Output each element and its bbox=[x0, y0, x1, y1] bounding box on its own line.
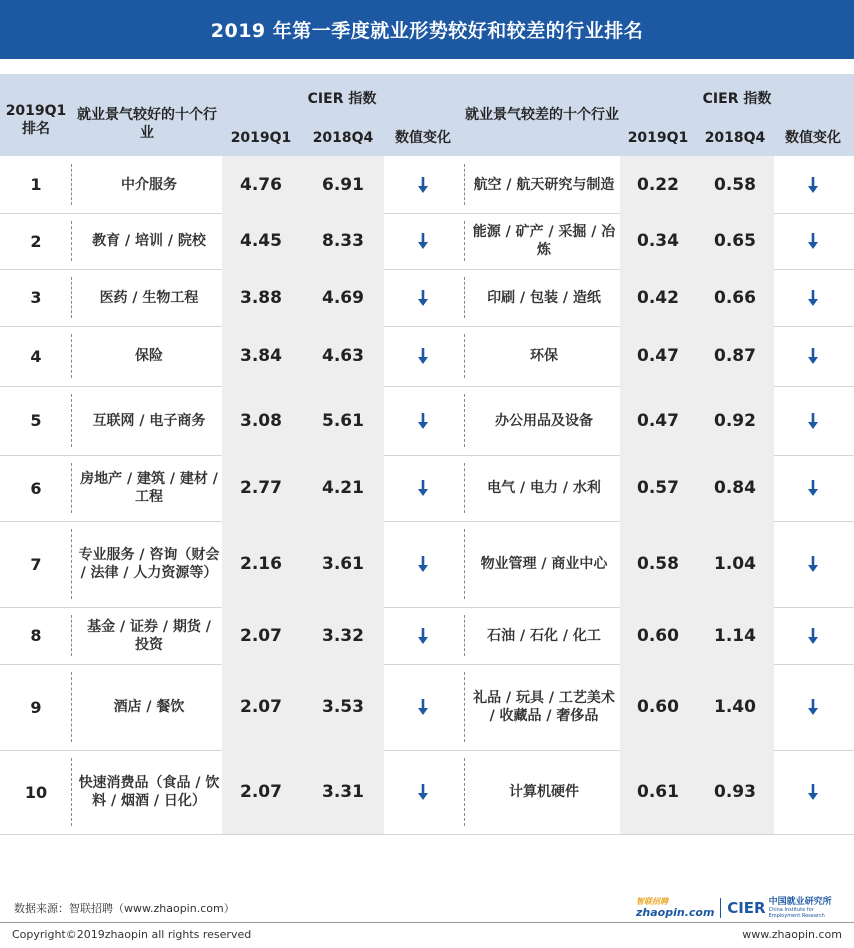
good-q4-value: 3.31 bbox=[322, 782, 364, 802]
bad-q1-value: 0.58 bbox=[637, 554, 679, 574]
bad-q1-value: 0.47 bbox=[637, 346, 679, 366]
arrow-down-icon bbox=[774, 521, 852, 607]
good-industry-cell: 房地产 / 建筑 / 建材 / 工程 bbox=[80, 471, 218, 505]
arrow-down-icon bbox=[384, 386, 462, 455]
good-industry-cell: 保险 bbox=[135, 348, 163, 364]
rank-cell: 10 bbox=[24, 782, 48, 802]
arrow-down-icon bbox=[384, 326, 462, 386]
logo-separator bbox=[720, 898, 721, 918]
header-q4-right: 2018Q4 bbox=[704, 130, 766, 146]
bad-q4-value: 0.93 bbox=[714, 782, 756, 802]
header-q1-left: 2019Q1 bbox=[230, 130, 292, 146]
arrow-down-icon bbox=[774, 664, 852, 750]
bad-industry-cell: 石油 / 石化 / 化工 bbox=[487, 627, 601, 644]
bad-q1-value: 0.34 bbox=[637, 231, 679, 251]
table-row bbox=[0, 386, 854, 456]
bad-q4-value: 0.58 bbox=[714, 174, 756, 195]
footer-divider bbox=[0, 922, 854, 923]
data-source: 数据来源：智联招聘（www.zhaopin.com） bbox=[14, 902, 235, 915]
good-q1-value: 3.88 bbox=[240, 287, 282, 308]
table-row bbox=[0, 664, 854, 751]
header-q1-right: 2019Q1 bbox=[627, 130, 689, 146]
logos bbox=[636, 896, 846, 920]
good-industry-cell: 酒店 / 餐饮 bbox=[113, 699, 185, 715]
good-industry-cell: 快速消费品（食品 / 饮料 / 烟酒 / 日化） bbox=[78, 775, 220, 809]
arrow-down-icon bbox=[774, 156, 852, 213]
header-cier-right: CIER 指数 bbox=[702, 91, 772, 107]
good-q1-value: 2.07 bbox=[240, 697, 282, 717]
zhaopin-logo: 智联招聘 zhaopin.com bbox=[636, 896, 715, 919]
table-row bbox=[0, 156, 854, 214]
table-row bbox=[0, 455, 854, 522]
bad-industry-cell: 印刷 / 包装 / 造纸 bbox=[487, 289, 601, 306]
table-header bbox=[0, 74, 854, 156]
table-row bbox=[0, 521, 854, 608]
rank-cell: 7 bbox=[30, 554, 42, 574]
bad-industry-cell: 环保 bbox=[530, 348, 558, 364]
bad-q4-value: 0.87 bbox=[714, 346, 756, 366]
header-change-left: 数值变化 bbox=[395, 130, 451, 146]
good-q1-value: 4.76 bbox=[240, 174, 282, 195]
table-row bbox=[0, 607, 854, 665]
bad-industry-cell: 电气 / 电力 / 水利 bbox=[487, 480, 601, 496]
footer-url: www.zhaopin.com bbox=[742, 928, 842, 941]
rank-cell: 9 bbox=[30, 697, 42, 717]
bad-q4-value: 1.04 bbox=[714, 554, 756, 574]
good-industry-cell: 医药 / 生物工程 bbox=[99, 289, 199, 306]
rank-cell: 3 bbox=[30, 288, 42, 307]
bad-industry-cell: 办公用品及设备 bbox=[495, 412, 593, 429]
arrow-down-icon bbox=[384, 607, 462, 664]
good-q4-value: 6.91 bbox=[322, 174, 364, 195]
good-q4-value: 5.61 bbox=[322, 410, 364, 431]
good-q1-value: 3.84 bbox=[240, 346, 282, 366]
good-q4-value: 3.53 bbox=[322, 697, 364, 717]
rank-cell: 1 bbox=[30, 175, 42, 194]
table-row bbox=[0, 750, 854, 835]
arrow-down-icon bbox=[384, 521, 462, 607]
bad-q4-value: 0.66 bbox=[714, 287, 756, 308]
good-q4-value: 4.69 bbox=[322, 287, 364, 308]
arrow-down-icon bbox=[384, 664, 462, 750]
bad-q1-value: 0.60 bbox=[637, 697, 679, 717]
table-row bbox=[0, 269, 854, 327]
bad-q4-value: 1.40 bbox=[714, 697, 756, 717]
bad-q1-value: 0.57 bbox=[637, 478, 679, 498]
arrow-down-icon bbox=[384, 455, 462, 521]
good-q4-value: 3.32 bbox=[322, 625, 364, 646]
cier-logo: CIER bbox=[727, 899, 766, 917]
copyright: Copyright©2019zhaopin all rights reserved bbox=[12, 928, 252, 941]
good-q1-value: 2.16 bbox=[240, 554, 282, 574]
arrow-down-icon bbox=[774, 326, 852, 386]
good-q1-value: 2.07 bbox=[240, 625, 282, 646]
bad-q4-value: 1.14 bbox=[714, 625, 756, 646]
good-industry-cell: 专业服务 / 咨询（财会 / 法律 / 人力资源等） bbox=[78, 547, 220, 581]
bad-q1-value: 0.22 bbox=[637, 174, 679, 195]
arrow-down-icon bbox=[384, 750, 462, 834]
rank-cell: 2 bbox=[30, 231, 42, 251]
arrow-down-icon bbox=[774, 607, 852, 664]
good-q1-value: 3.08 bbox=[240, 410, 282, 431]
arrow-down-icon bbox=[774, 213, 852, 269]
bad-q4-value: 0.84 bbox=[714, 478, 756, 498]
good-q4-value: 8.33 bbox=[322, 231, 364, 251]
table-row bbox=[0, 213, 854, 270]
cier-logo-text: 中国就业研究所 China Institute for Employment Research bbox=[768, 897, 832, 919]
good-q1-value: 2.07 bbox=[240, 782, 282, 802]
bad-industry-cell: 航空 / 航天研究与制造 bbox=[473, 176, 615, 193]
arrow-down-icon bbox=[384, 213, 462, 269]
bad-q1-value: 0.42 bbox=[637, 287, 679, 308]
bad-industry-cell: 计算机硬件 bbox=[509, 784, 579, 800]
page-title: 2019 年第一季度就业形势较好和较差的行业排名 bbox=[0, 0, 854, 59]
good-q1-value: 4.45 bbox=[240, 231, 282, 251]
good-industry-cell: 互联网 / 电子商务 bbox=[92, 412, 206, 429]
header-cier-left: CIER 指数 bbox=[307, 91, 377, 107]
good-q4-value: 4.63 bbox=[322, 346, 364, 366]
header-rank: 2019Q1 排名 bbox=[5, 103, 67, 137]
arrow-down-icon bbox=[384, 269, 462, 326]
bad-industry-cell: 能源 / 矿产 / 采掘 / 冶炼 bbox=[472, 224, 616, 258]
header-bad-industries: 就业景气较差的十个行业 bbox=[465, 107, 619, 123]
arrow-down-icon bbox=[774, 386, 852, 455]
bad-q4-value: 0.65 bbox=[714, 231, 756, 251]
arrow-down-icon bbox=[774, 455, 852, 521]
rank-cell: 6 bbox=[30, 478, 42, 498]
good-q4-value: 3.61 bbox=[322, 554, 364, 574]
rank-cell: 5 bbox=[30, 411, 42, 430]
arrow-down-icon bbox=[774, 269, 852, 326]
good-industry-cell: 中介服务 bbox=[121, 176, 177, 193]
arrow-down-icon bbox=[774, 750, 852, 834]
table-row bbox=[0, 326, 854, 387]
bad-q4-value: 0.92 bbox=[714, 410, 756, 431]
rank-cell: 4 bbox=[30, 346, 42, 366]
rank-cell: 8 bbox=[30, 626, 42, 645]
arrow-down-icon bbox=[384, 156, 462, 213]
good-q4-value: 4.21 bbox=[322, 478, 364, 498]
bad-industry-cell: 礼品 / 玩具 / 工艺美术 / 收藏品 / 奢侈品 bbox=[473, 690, 615, 724]
header-good-industries: 就业景气较好的十个行业 bbox=[77, 107, 217, 141]
header-change-right: 数值变化 bbox=[785, 130, 841, 146]
good-industry-cell: 基金 / 证券 / 期货 / 投资 bbox=[87, 618, 211, 653]
bad-industry-cell: 物业管理 / 商业中心 bbox=[480, 556, 608, 572]
header-q4-left: 2018Q4 bbox=[312, 130, 374, 146]
good-industry-cell: 教育 / 培训 / 院校 bbox=[92, 233, 206, 249]
bad-q1-value: 0.61 bbox=[637, 782, 679, 802]
good-q1-value: 2.77 bbox=[240, 478, 282, 498]
bad-q1-value: 0.60 bbox=[637, 625, 679, 646]
bad-q1-value: 0.47 bbox=[637, 410, 679, 431]
